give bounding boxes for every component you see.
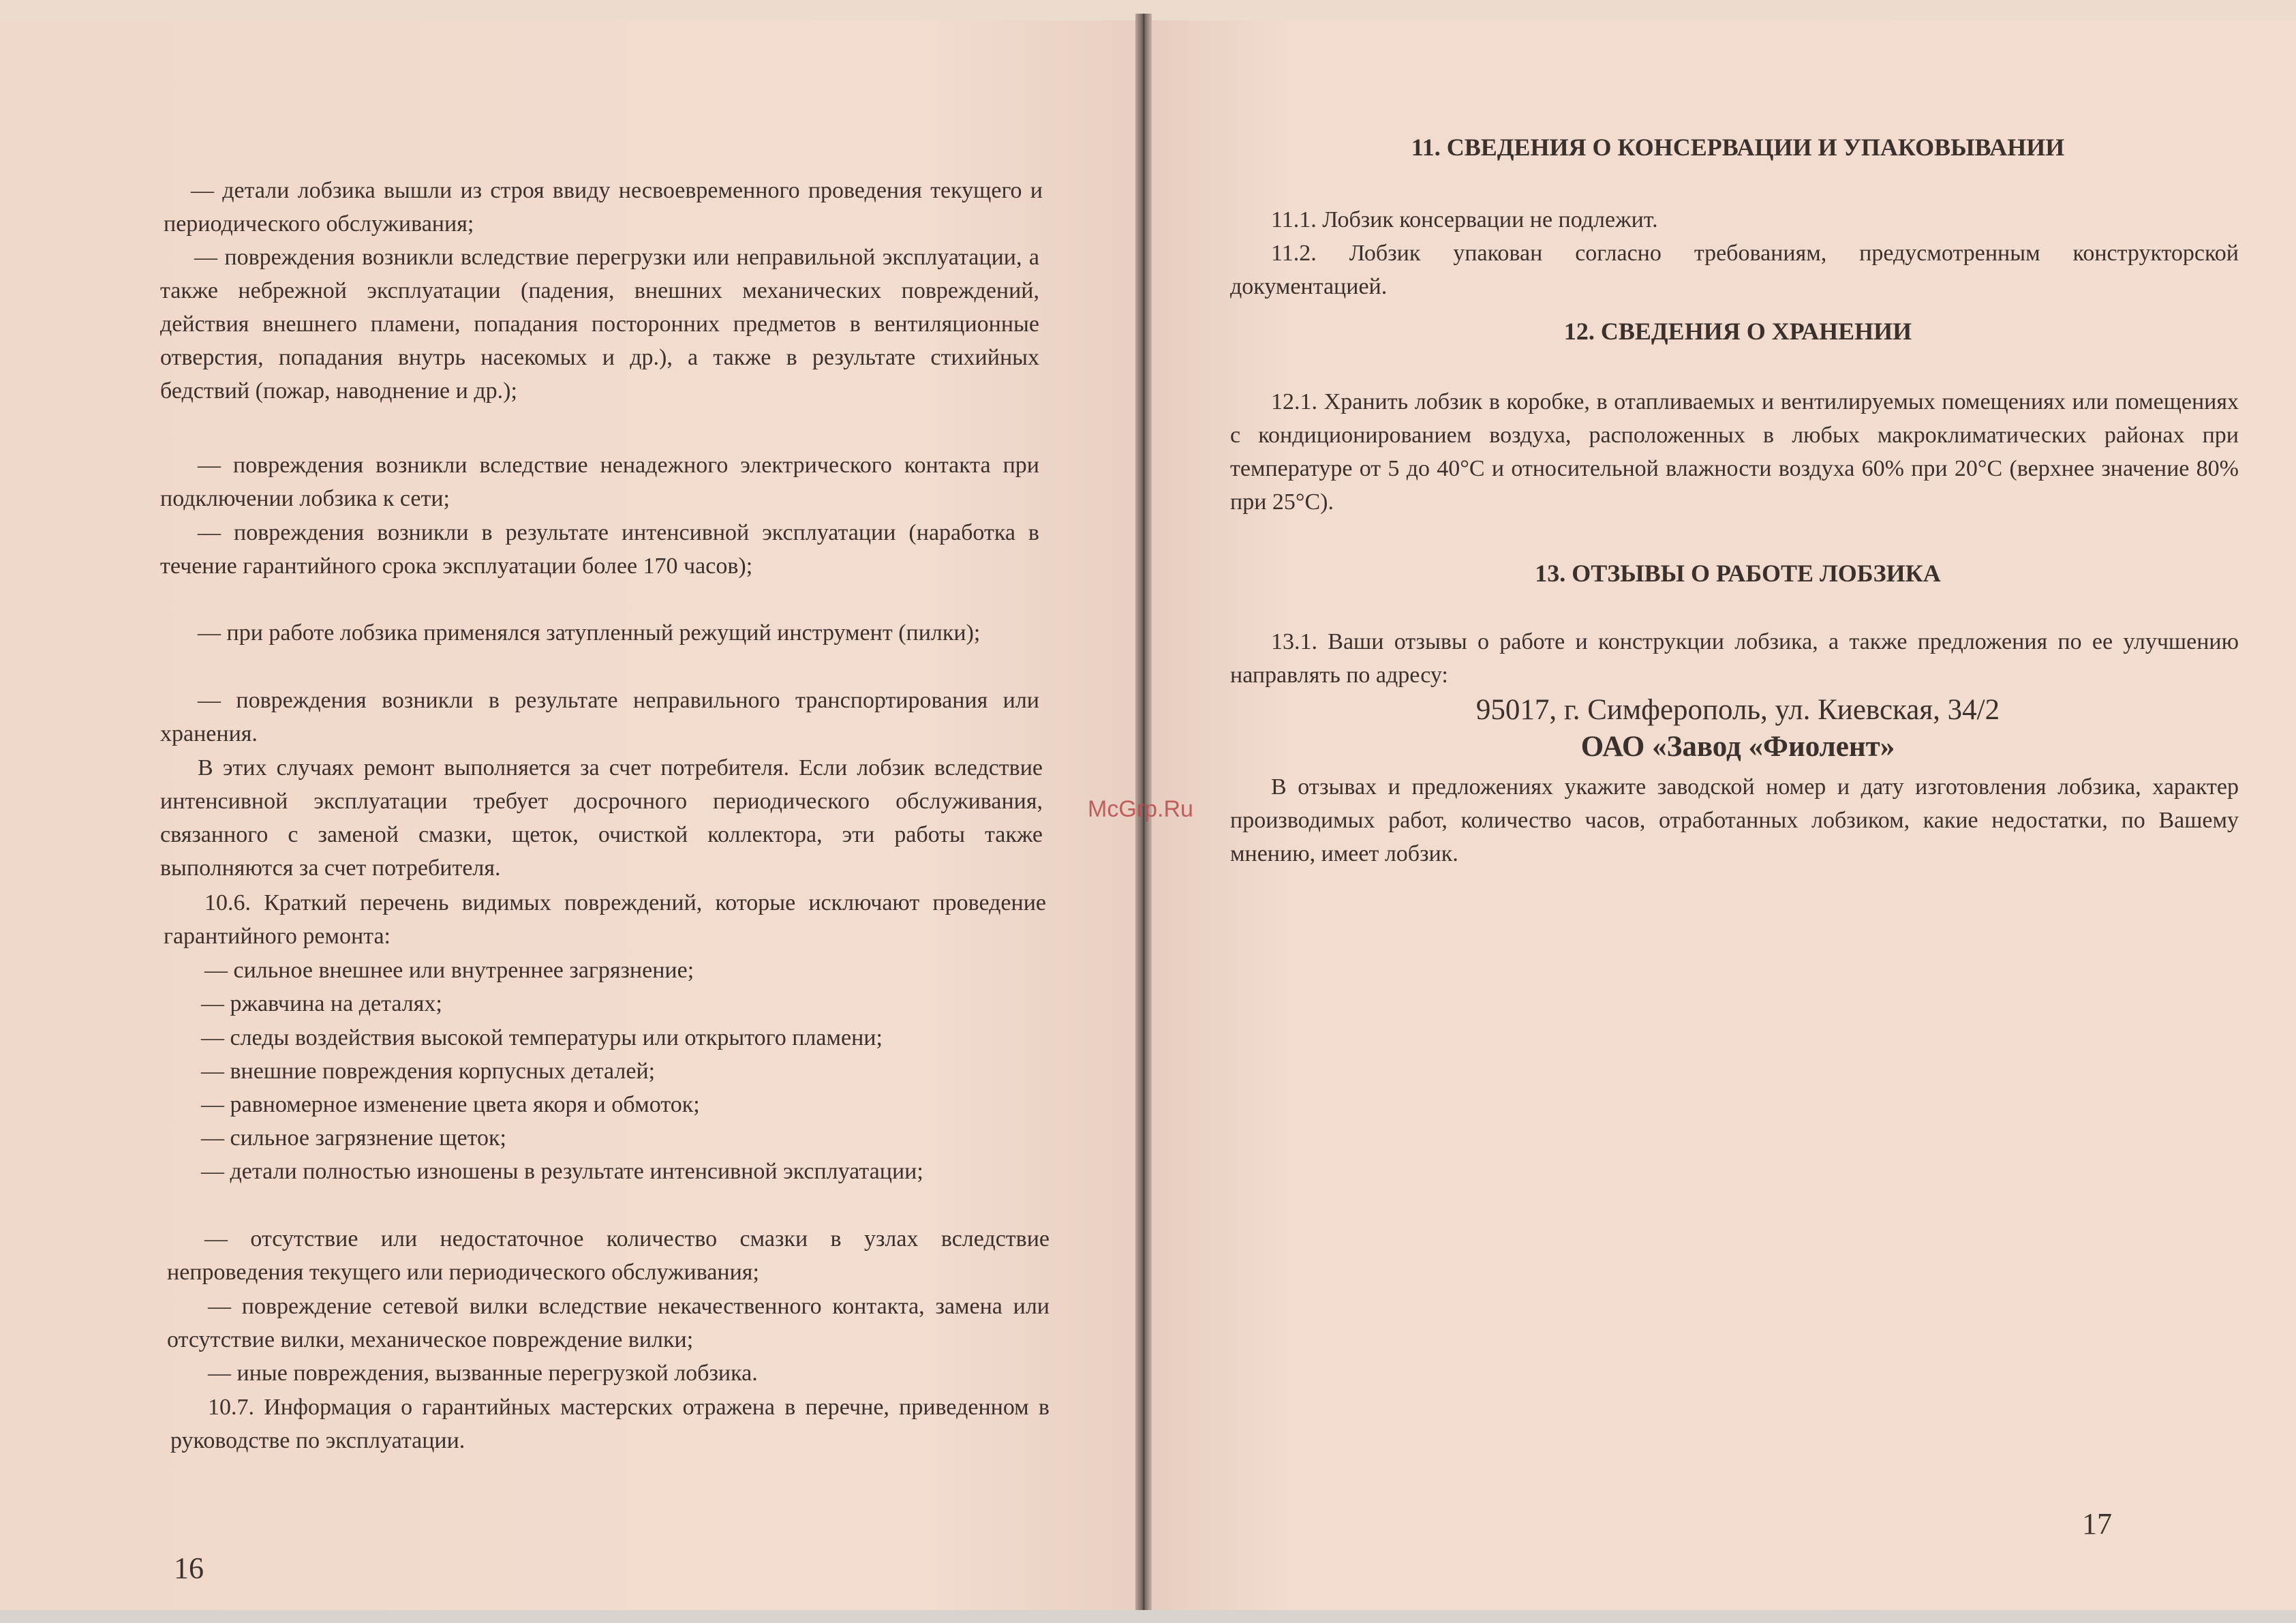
page-number-right: 17 xyxy=(2082,1507,2112,1541)
left-paragraph-6: — повреждения возникли в результате неправильного транспортирования или хранения. xyxy=(160,688,1039,746)
left-paragraph-5: — при работе лобзика применялся затупленный режущий инструмент (пилки); xyxy=(198,620,981,646)
left-paragraph-19: 10.7. Информация о гарантийных мастерских отражена в перечне, приведенном в руководстве по эксплуатации. xyxy=(170,1395,1050,1453)
left-paragraph-10: — ржавчина на деталях; xyxy=(201,991,442,1016)
left-paragraph-4: — повреждения возникли в результате интенсивной эксплуатации (наработка в течение гарантийного срока эксплуатации более 170 часов); xyxy=(160,520,1039,579)
site-watermark: McGrp.Ru xyxy=(1088,796,1193,822)
left-paragraph-14: — сильное загрязнение щеток; xyxy=(201,1125,506,1151)
section-13-heading: 13. ОТЗЫВЫ О РАБОТЕ ЛОБЗИКА xyxy=(1535,560,1941,587)
section-13-paragraph-1: 13.1. Ваши отзывы о работе и конструкции лобзика, а также предложения по ее улучшению направлять по адресу: xyxy=(1230,629,2239,688)
section-13-paragraph-2: В отзывах и предложениях укажите заводской номер и дату изготовления лобзика, характер производимых работ, количество часов, отработанных лобзиком, какие недостатки, по Вашему мнению, имеет лобзик. xyxy=(1230,774,2239,866)
left-paragraph-16: — отсутствие или недостаточное количество смазки в узлах вследствие непроведения текущего или периодического обслуживания; xyxy=(167,1226,1050,1285)
right-page xyxy=(1152,20,2296,1616)
section-11-heading: 11. СВЕДЕНИЯ О КОНСЕРВАЦИИ И УПАКОВЫВАНИИ xyxy=(1411,134,2065,161)
left-paragraph-2: — повреждения возникли вследствие перегрузки или неправильной эксплуатации, а также небрежной эксплуатации (падения, внешних механических повреждений, действия внешнего пламени, попадания посторонних предметов в вентиляционные отверстия, попадания внутрь насекомых и др.), а также в результате стихийных бедствий (пожар, наводнение и др.); xyxy=(160,245,1039,404)
section-12-paragraph-1: 12.1. Хранить лобзик в коробке, в отапливаемых и вентилируемых помещениях или помещениях с кондиционированием воздуха, расположенных в любых макроклиматических районах при температуре от 5 до 40°С и относительной влажности воздуха 60% при 20°С (верхнее значение 80% при 25°С). xyxy=(1230,389,2239,515)
section-11-paragraph-2: 11.2. Лобзик упакован согласно требованиям, предусмотренным конструкторской документацией. xyxy=(1230,241,2239,299)
company-name: ОАО «Завод «Фиолент» xyxy=(1580,731,1895,763)
left-paragraph-3: — повреждения возникли вследствие ненадежного электрического контакта при подключении лобзика к сети; xyxy=(160,453,1039,511)
left-paragraph-12: — внешние повреждения корпусных деталей; xyxy=(201,1059,656,1084)
left-paragraph-13: — равномерное изменение цвета якоря и обмоток; xyxy=(201,1092,700,1117)
left-paragraph-15: — детали полностью изношены в результате интенсивной эксплуатации; xyxy=(201,1159,923,1184)
scan-bottom-edge xyxy=(0,1610,2296,1623)
section-11-paragraph-1: 11.1. Лобзик консервации не подлежит. xyxy=(1271,207,1658,232)
left-page xyxy=(0,20,1139,1616)
left-paragraph-9: — сильное внешнее или внутреннее загрязнение; xyxy=(204,958,694,983)
page-number-left: 16 xyxy=(174,1551,204,1585)
left-paragraph-17: — повреждение сетевой вилки вследствие некачественного контакта, замена или отсутствие вилки, механическое повреждение вилки; xyxy=(167,1294,1050,1352)
left-paragraph-18: — иные повреждения, вызванные перегрузкой лобзика. xyxy=(208,1361,758,1386)
left-paragraph-11: — следы воздействия высокой температуры или открытого пламени; xyxy=(201,1025,883,1050)
address-line: 95017, г. Симферополь, ул. Киевская, 34/2 xyxy=(1475,694,2000,726)
left-paragraph-1: — детали лобзика вышли из строя ввиду несвоевременного проведения текущего и периодического обслуживания; xyxy=(164,178,1043,237)
left-paragraph-8: 10.6. Краткий перечень видимых повреждений, которые исключают проведение гарантийного ремонта: xyxy=(164,890,1046,949)
left-paragraph-7: В этих случаях ремонт выполняется за счет потребителя. Если лобзик вследствие интенсивной эксплуатации требует досрочного периодического обслуживания, связанного с заменой смазки, щеток, очисткой коллектора, эти работы также выполняются за счет потребителя. xyxy=(160,755,1043,881)
section-12-heading: 12. СВЕДЕНИЯ О ХРАНЕНИИ xyxy=(1563,318,1912,345)
